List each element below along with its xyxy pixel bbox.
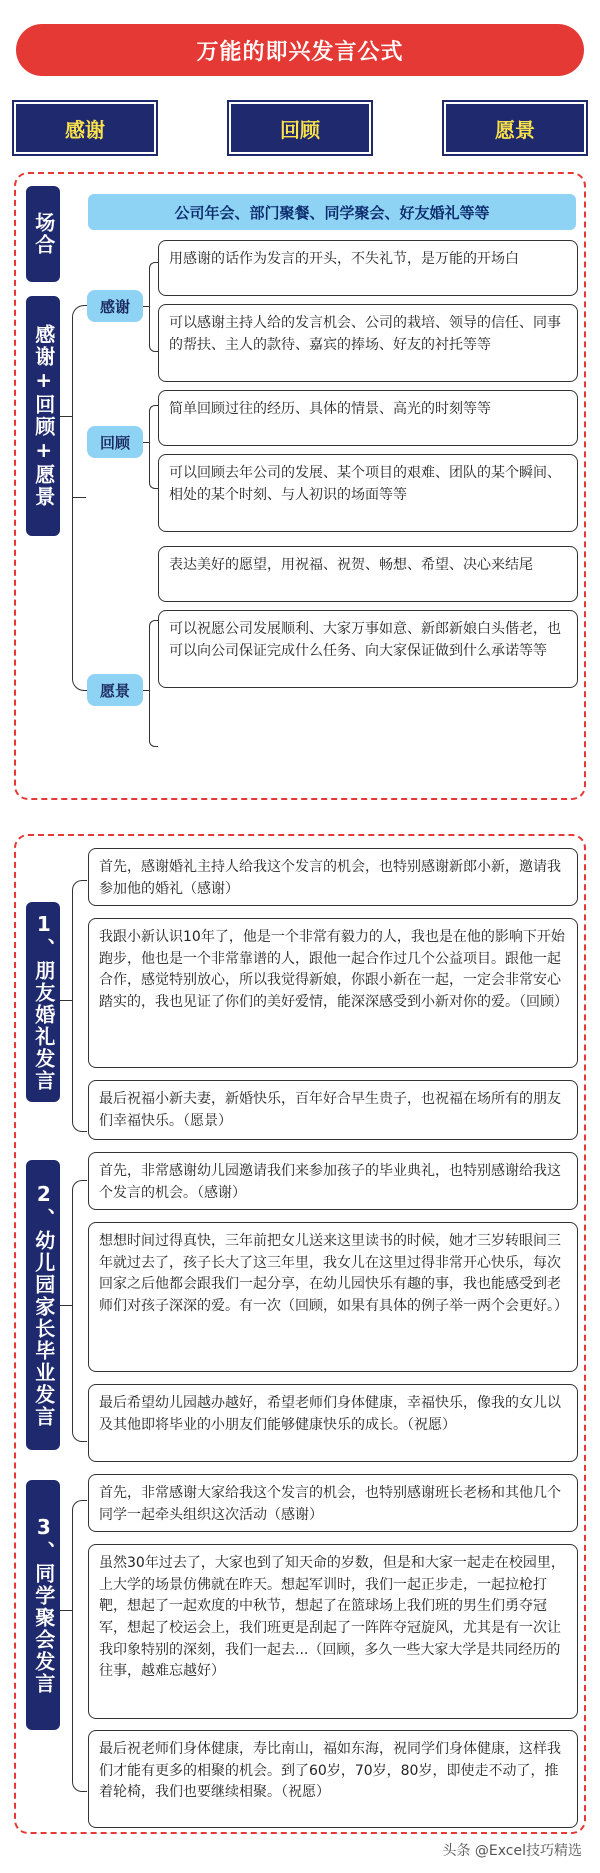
keyword-review: 回顾	[231, 104, 369, 152]
kindergarten-text-1: 首先，非常感谢幼儿园邀请我们来参加孩子的毕业典礼，也特别感谢给我这个发言的机会。（感谢）	[88, 1152, 578, 1210]
keyword-vision: 愿景	[446, 104, 584, 152]
wedding-text-2: 我跟小新认识10年了，他是一个非常有毅力的人，我也是在他的影响下开始跑步，他也是一个非常靠谱的人，跟他一起合作过几个公益项目。跟他一起合作，感觉特别放心，所以我觉得新娘，你跟小新在一起，一定会非常安心踏实的，我也见证了你们的美好爱情，能深深感受到小新对你的爱。（回顾）	[88, 918, 578, 1068]
reunion-text-3: 最后祝老师们身体健康，寿比南山，福如东海，祝同学们身体健康，这样我们才能有更多的相聚的机会。到了60岁，70岁，80岁，即使走不动了，推着轮椅，我们也要继续相聚。（祝愿）	[88, 1730, 578, 1828]
group-label-vision: 愿景	[87, 674, 143, 706]
review-bracket	[149, 405, 158, 489]
occasion-bar: 公司年会、部门聚餐、同学聚会、好友婚礼等等	[88, 194, 576, 230]
reunion-bracket	[72, 1500, 87, 1792]
thanks-text-2: 可以感谢主持人给的发言机会、公司的栽培、领导的信任、同事的帮扶、主人的款待、嘉宾的捧场、好友的衬托等等	[158, 304, 578, 382]
formula-label: 感谢+回顾+愿景	[26, 296, 60, 536]
example-label-wedding: 1、朋友婚礼发言	[26, 902, 60, 1102]
main-bracket	[72, 305, 87, 691]
wedding-bracket-stem	[60, 1000, 72, 1001]
wedding-text-1: 首先，感谢婚礼主持人给我这个发言的机会，也特别感谢新郎小新，邀请我参加他的婚礼（感谢）	[88, 848, 578, 906]
wedding-text-3: 最后祝福小新夫妻，新婚快乐，百年好合早生贵子，也祝福在场所有的朋友们幸福快乐。（愿景）	[88, 1080, 578, 1140]
keyword-thanks: 感谢	[16, 104, 154, 152]
reunion-bracket-stem	[60, 1610, 72, 1611]
kindergarten-bracket	[72, 1180, 87, 1442]
reunion-text-1: 首先，非常感谢大家给我这个发言的机会，也特别感谢班长老杨和其他几个同学一起牵头组织这次活动（感谢）	[88, 1474, 578, 1532]
vision-bracket	[149, 620, 158, 747]
main-bracket-mid	[72, 497, 86, 498]
review-text-2: 可以回顾去年公司的发展、某个项目的艰难、团队的某个瞬间、相处的某个时刻、与人初识的场面等等	[158, 454, 578, 532]
vision-text-2: 可以祝愿公司发展顺利、大家万事如意、新郎新娘白头偕老，也可以向公司保证完成什么任务、向大家保证做到什么承诺等等	[158, 610, 578, 688]
source-watermark: 头条 @Excel技巧精选	[442, 1843, 582, 1859]
group-label-thanks: 感谢	[87, 290, 143, 322]
kindergarten-text-2: 想想时间过得真快，三年前把女儿送来这里读书的时候，她才三岁转眼间三年就过去了，孩子长大了这三年里，我女儿在这里过得非常开心快乐，每次回家之后他都会跟我们一起分享，在幼儿园快乐有趣的事，我也能感受到老师们对孩子深深的爱。有一次（回顾，如果有具体的例子举一两个会更好。）	[88, 1222, 578, 1372]
kindergarten-text-3: 最后希望幼儿园越办越好，希望老师们身体健康，幸福快乐，像我的女儿以及其他即将毕业的小朋友们能够健康快乐的成长。（祝愿）	[88, 1384, 578, 1462]
review-text-1: 简单回顾过往的经历、具体的情景、高光的时刻等等	[158, 390, 578, 446]
wedding-bracket	[72, 880, 87, 1132]
page-title: 万能的即兴发言公式	[16, 24, 584, 76]
example-label-kindergarten: 2、幼儿园家长毕业发言	[26, 1160, 60, 1450]
example-label-reunion: 3、同学聚会发言	[26, 1480, 60, 1730]
vision-text-1: 表达美好的愿望，用祝福、祝贺、畅想、希望、决心来结尾	[158, 546, 578, 602]
main-bracket-stem	[60, 416, 72, 417]
thanks-bracket	[149, 262, 158, 352]
reunion-text-2: 虽然30年过去了，大家也到了知天命的岁数，但是和大家一起走在校园里，上大学的场景仿佛就在昨天。想起军训时，我们一起正步走，一起拉枪打靶，想起了一起欢度的中秋节，想起了在篮球场上我们班的男生们勇夺冠军，想起了校运会上，我们班更是刮起了一阵阵夺冠旋风，尤其是有一次让我印象特别的深刻，我们一起去...（回顾，多久一些大家大学是共同经历的往事，越难忘越好）	[88, 1544, 578, 1719]
occasion-label: 场合	[26, 186, 60, 282]
thanks-text-1: 用感谢的话作为发言的开头，不失礼节，是万能的开场白	[158, 240, 578, 296]
group-label-review: 回顾	[87, 426, 143, 458]
kindergarten-bracket-stem	[60, 1305, 72, 1306]
